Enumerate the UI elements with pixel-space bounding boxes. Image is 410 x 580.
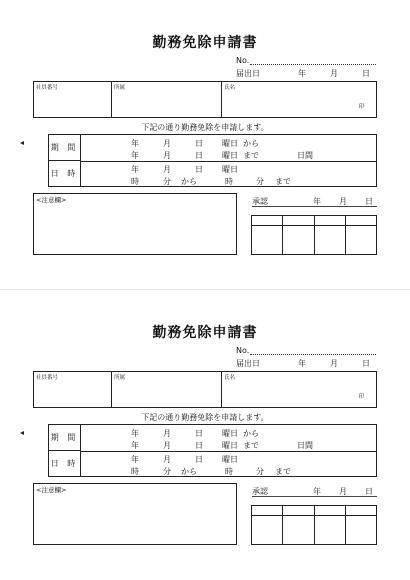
period-to-day[interactable]: 日	[195, 441, 203, 450]
filed-date-year[interactable]: 年	[298, 69, 306, 78]
filed-date-month[interactable]: 月	[330, 69, 338, 78]
datetime-to-minute[interactable]: 分	[256, 177, 264, 186]
period-to-suffix: まで	[243, 151, 259, 160]
approval-month[interactable]: 月	[339, 487, 347, 496]
employee-no-label: 社員番号	[36, 85, 59, 91]
form-lower	[0, 290, 410, 580]
notes-box[interactable]	[33, 193, 237, 255]
department-cell[interactable]	[112, 372, 222, 407]
datetime-from-hour[interactable]: 時	[131, 467, 139, 476]
period-to-year[interactable]: 年	[131, 441, 139, 450]
pointer-arrow-icon	[20, 431, 24, 435]
stamp-header-cell	[315, 506, 346, 515]
approval-day[interactable]: 日	[365, 487, 373, 496]
datetime-to-hour[interactable]: 時	[225, 467, 233, 476]
datetime-weekday[interactable]: 曜日	[222, 455, 238, 464]
period-from-weekday[interactable]: 曜日	[222, 139, 238, 148]
approval-stamp-grid	[251, 505, 377, 545]
period-from-day[interactable]: 日	[195, 139, 203, 148]
datetime-year[interactable]: 年	[131, 165, 139, 174]
datetime-from-suffix: から	[181, 177, 197, 186]
approval-year[interactable]: 年	[313, 197, 321, 206]
period-days[interactable]: 日間	[297, 441, 313, 450]
datetime-weekday[interactable]: 曜日	[222, 165, 238, 174]
approval-label: 承認	[252, 197, 268, 206]
form-number-field[interactable]	[250, 354, 376, 355]
period-days[interactable]: 日間	[297, 151, 313, 160]
stamp-cell[interactable]	[252, 226, 283, 254]
period-to-day[interactable]: 日	[195, 151, 203, 160]
department-label: 所属	[114, 85, 126, 91]
datetime-month[interactable]: 月	[163, 165, 171, 174]
stamp-cell[interactable]	[315, 516, 346, 544]
request-statement: 下記の通り勤務免除を申請します。	[141, 123, 269, 132]
department-cell[interactable]	[112, 82, 222, 117]
period-from-year[interactable]: 年	[131, 139, 139, 148]
stamp-header-cell	[346, 506, 376, 515]
employee-no-cell[interactable]	[34, 372, 112, 407]
approval-month[interactable]: 月	[339, 197, 347, 206]
form-number-label: No.	[236, 56, 250, 65]
datetime-month[interactable]: 月	[163, 455, 171, 464]
period-from-suffix: から	[243, 429, 259, 438]
datetime-from-hour[interactable]: 時	[131, 177, 139, 186]
stamp-body-row	[252, 516, 376, 544]
stamp-cell[interactable]	[283, 226, 314, 254]
stamp-cell[interactable]	[346, 226, 376, 254]
form-title: 勤務免除申請書	[152, 325, 258, 341]
notes-label: <注意欄>	[36, 486, 67, 494]
period-divider	[81, 451, 376, 452]
datetime-from-minute[interactable]: 分	[163, 177, 171, 186]
datetime-to-suffix: まで	[275, 467, 291, 476]
datetime-to-hour[interactable]: 時	[225, 177, 233, 186]
datetime-from-suffix: から	[181, 467, 197, 476]
period-to-year[interactable]: 年	[131, 151, 139, 160]
form-number-field[interactable]	[250, 64, 376, 65]
approval-label: 承認	[252, 487, 268, 496]
name-label: 氏名	[224, 375, 236, 381]
filed-date-day[interactable]: 日	[362, 69, 370, 78]
period-from-month[interactable]: 月	[163, 139, 171, 148]
stamp-header-row	[252, 216, 376, 226]
datetime-year[interactable]: 年	[131, 455, 139, 464]
filed-date-day[interactable]: 日	[362, 359, 370, 368]
stamp-header-cell	[346, 216, 376, 225]
stamp-header-cell	[315, 216, 346, 225]
seal-mark: 印	[358, 104, 364, 110]
period-header: 期 間	[49, 135, 81, 161]
period-divider	[81, 161, 376, 162]
filed-date-month[interactable]: 月	[330, 359, 338, 368]
stamp-cell[interactable]	[252, 516, 283, 544]
datetime-day[interactable]: 日	[195, 455, 203, 464]
datetime-day[interactable]: 日	[195, 165, 203, 174]
stamp-cell[interactable]	[346, 516, 376, 544]
period-from-day[interactable]: 日	[195, 429, 203, 438]
employee-no-label: 社員番号	[36, 375, 59, 381]
approval-underline	[252, 206, 377, 207]
department-label: 所属	[114, 375, 126, 381]
stamp-header-row	[252, 506, 376, 516]
approval-underline	[252, 496, 377, 497]
period-from-weekday[interactable]: 曜日	[222, 429, 238, 438]
stamp-header-cell	[283, 506, 314, 515]
datetime-header: 日 時	[49, 161, 81, 186]
datetime-header: 日 時	[49, 451, 81, 476]
employee-no-cell[interactable]	[34, 82, 112, 117]
notes-box[interactable]	[33, 483, 237, 545]
datetime-to-minute[interactable]: 分	[256, 467, 264, 476]
notes-label: <注意欄>	[36, 196, 67, 204]
period-to-month[interactable]: 月	[163, 441, 171, 450]
period-from-month[interactable]: 月	[163, 429, 171, 438]
filed-date-label: 届出日	[236, 69, 260, 78]
period-table	[48, 134, 377, 187]
period-to-suffix: まで	[243, 441, 259, 450]
datetime-from-minute[interactable]: 分	[163, 467, 171, 476]
name-label: 氏名	[224, 85, 236, 91]
stamp-cell[interactable]	[283, 516, 314, 544]
period-to-month[interactable]: 月	[163, 151, 171, 160]
seal-mark: 印	[358, 394, 364, 400]
stamp-header-cell	[252, 216, 283, 225]
approval-stamp-grid	[251, 215, 377, 255]
period-table	[48, 424, 377, 477]
period-header: 期 間	[49, 425, 81, 451]
period-from-year[interactable]: 年	[131, 429, 139, 438]
period-to-weekday[interactable]: 曜日	[222, 441, 238, 450]
period-from-suffix: から	[243, 139, 259, 148]
applicant-info-table	[33, 81, 377, 118]
pointer-arrow-icon	[20, 141, 24, 145]
stamp-header-cell	[252, 506, 283, 515]
period-to-weekday[interactable]: 曜日	[222, 151, 238, 160]
filed-date-year[interactable]: 年	[298, 359, 306, 368]
filed-date-label: 届出日	[236, 359, 260, 368]
stamp-cell[interactable]	[315, 226, 346, 254]
stamp-header-cell	[283, 216, 314, 225]
form-number-label: No.	[236, 346, 250, 355]
form-title: 勤務免除申請書	[152, 35, 258, 51]
datetime-to-suffix: まで	[275, 177, 291, 186]
applicant-info-table	[33, 371, 377, 408]
approval-day[interactable]: 日	[365, 197, 373, 206]
approval-year[interactable]: 年	[313, 487, 321, 496]
request-statement: 下記の通り勤務免除を申請します。	[141, 413, 269, 422]
stamp-body-row	[252, 226, 376, 254]
